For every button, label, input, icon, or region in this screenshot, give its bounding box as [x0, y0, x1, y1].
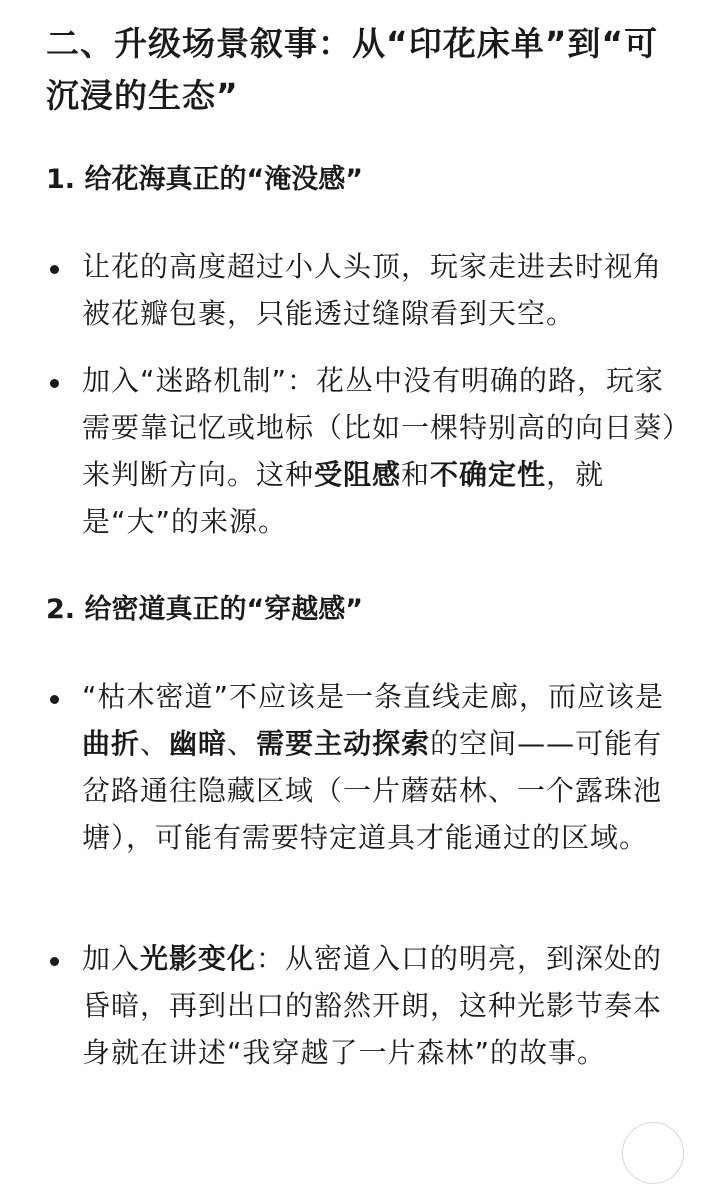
list-item-text: 让花的高度超过小人头顶，玩家走进去时视角被花瓣包裹，只能透过缝隙看到天空。	[82, 250, 663, 330]
bold-text: 不确定性	[430, 458, 547, 491]
scroll-button[interactable]	[622, 1122, 684, 1184]
list-item-text	[82, 935, 686, 1076]
text-run: 、	[227, 727, 257, 760]
text-run: ，就是“大”的来源。	[82, 458, 605, 538]
bullet-dot-icon	[50, 957, 59, 966]
list-item	[46, 673, 686, 861]
text-run: “枯木密道”不应该是一条直线走廊，而应该是	[82, 680, 665, 713]
subheading-flower-sea: 1. 给花海真正的“淹没感”	[46, 164, 363, 195]
text-run: 加入	[82, 942, 141, 975]
text-run: 、	[140, 727, 170, 760]
bullet-dot-icon	[50, 379, 59, 388]
text-run: 和	[401, 458, 431, 491]
text-run: 的空间——可能有岔路通往隐藏区域（一片蘑菇林、一个露珠池塘），可能有需要特定道具才能通过的区域。	[82, 727, 663, 854]
bold-text: 需要主动探索	[256, 727, 431, 760]
bold-text: 曲折	[82, 727, 141, 760]
bold-text: 受阻感	[314, 458, 402, 491]
list-item	[46, 935, 686, 1076]
section-heading: 二、升级场景叙事：从“印花床单”到“可沉浸的生态”	[46, 24, 659, 115]
bold-text: 幽暗	[169, 727, 228, 760]
list-item	[46, 357, 686, 545]
text-run: ：从密道入口的明亮，到深处的昏暗，再到出口的豁然开朗，这种光影节奏本身就在讲述“我穿越了一片森林”的故事。	[82, 942, 663, 1069]
list-item	[46, 243, 686, 337]
list-item-text	[82, 357, 686, 545]
bullet-dot-icon	[50, 265, 59, 274]
bold-text: 光影变化	[140, 942, 257, 975]
list-item-text	[82, 673, 686, 861]
subheading-passage: 2. 给密道真正的“穿越感”	[46, 594, 363, 625]
bullet-dot-icon	[50, 695, 59, 704]
text-run: 加入“迷路机制”：花丛中没有明确的路，玩家需要靠记忆或地标（比如一棵特别高的向日葵）来判断方向。这种	[82, 364, 678, 491]
